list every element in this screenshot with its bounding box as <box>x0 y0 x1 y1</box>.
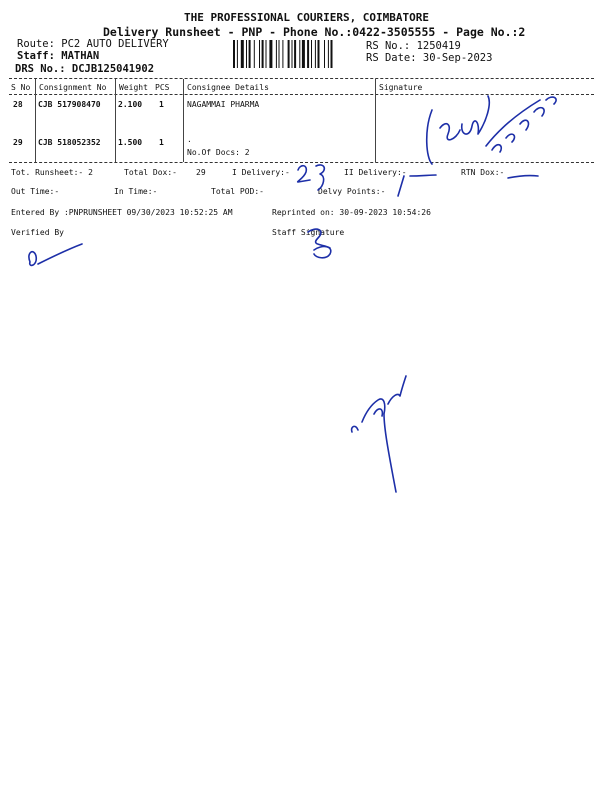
column-header-consignee: Consignee Details <box>187 83 269 92</box>
ii-delivery-dash <box>410 175 436 176</box>
column-header-sno: S No <box>11 83 31 92</box>
drs-number: DRS No.: DCJB125041902 <box>15 63 155 75</box>
row-29-weight: 1.500 <box>118 138 143 147</box>
rtn-dox-dash <box>508 176 538 178</box>
rs-date: RS Date: 30-Sep-2023 <box>366 52 493 64</box>
row-28-sno: 28 <box>13 100 23 109</box>
out-time-label: Out Time:- <box>11 187 60 196</box>
row-28-weight: 2.100 <box>118 100 143 109</box>
column-header-pcs: PCS <box>155 83 170 92</box>
in-time-label: In Time:- <box>114 187 158 196</box>
verified-by-label: Verified By <box>11 228 64 237</box>
route-label: Route: PC2 AUTO DELIVERY <box>17 38 169 50</box>
delvy-points-label: Delvy Points:- <box>318 187 386 196</box>
row-29-sno: 29 <box>13 138 23 147</box>
row-28-consignment: CJB 517908470 <box>38 100 101 109</box>
i-delivery-label: I Delivery:- <box>232 168 290 177</box>
row-29-consignment: CJB 518052352 <box>38 138 101 147</box>
rs-number: RS No.: 1250419 <box>366 40 461 52</box>
reprinted-on: Reprinted on: 30-09-2023 10:54:26 <box>272 208 431 217</box>
i-delivery-handwritten-value <box>298 165 325 190</box>
column-header-consignment: Consignment No <box>39 83 107 92</box>
ii-delivery-label: II Delivery:- <box>344 168 407 177</box>
row-29-pcs: 1 <box>159 138 164 147</box>
row-29-doc-count: No.Of Docs: 2 <box>187 148 250 157</box>
company-title: THE PROFESSIONAL COURIERS, COIMBATORE <box>184 11 430 24</box>
staff-signature-label: Staff Signature <box>272 228 345 237</box>
rtn-dox-label: RTN Dox:- <box>461 168 505 177</box>
column-header-signature: Signature <box>379 83 423 92</box>
verified-by-signature <box>29 244 82 265</box>
center-signature <box>352 376 406 492</box>
entered-by: Entered By :PNPRUNSHEET 09/30/2023 10:52:25 AM <box>11 208 233 217</box>
row-28-pcs: 1 <box>159 100 164 109</box>
column-header-weight: Weight <box>119 83 148 92</box>
staff-label: Staff: MATHAN <box>17 50 100 62</box>
total-pod-label: Total POD:- <box>211 187 264 196</box>
consignee-phone-handwriting <box>486 97 556 152</box>
total-dox-label: Total Dox:- <box>124 168 177 177</box>
total-dox-value: 29 <box>196 168 206 177</box>
tot-runsheet: Tot. Runsheet:- 2 <box>11 168 93 177</box>
runsheet-subtitle: Delivery Runsheet - PNP - Phone No.:0422-3505555 - Page No.:2 <box>103 25 526 39</box>
consignee-signature <box>427 96 490 164</box>
delvy-points-handwritten-value <box>398 176 404 196</box>
row-28-consignee: NAGAMMAI PHARMA <box>187 100 260 109</box>
row-29-consignee: . <box>187 135 192 144</box>
staff-signature-mark <box>308 229 331 258</box>
